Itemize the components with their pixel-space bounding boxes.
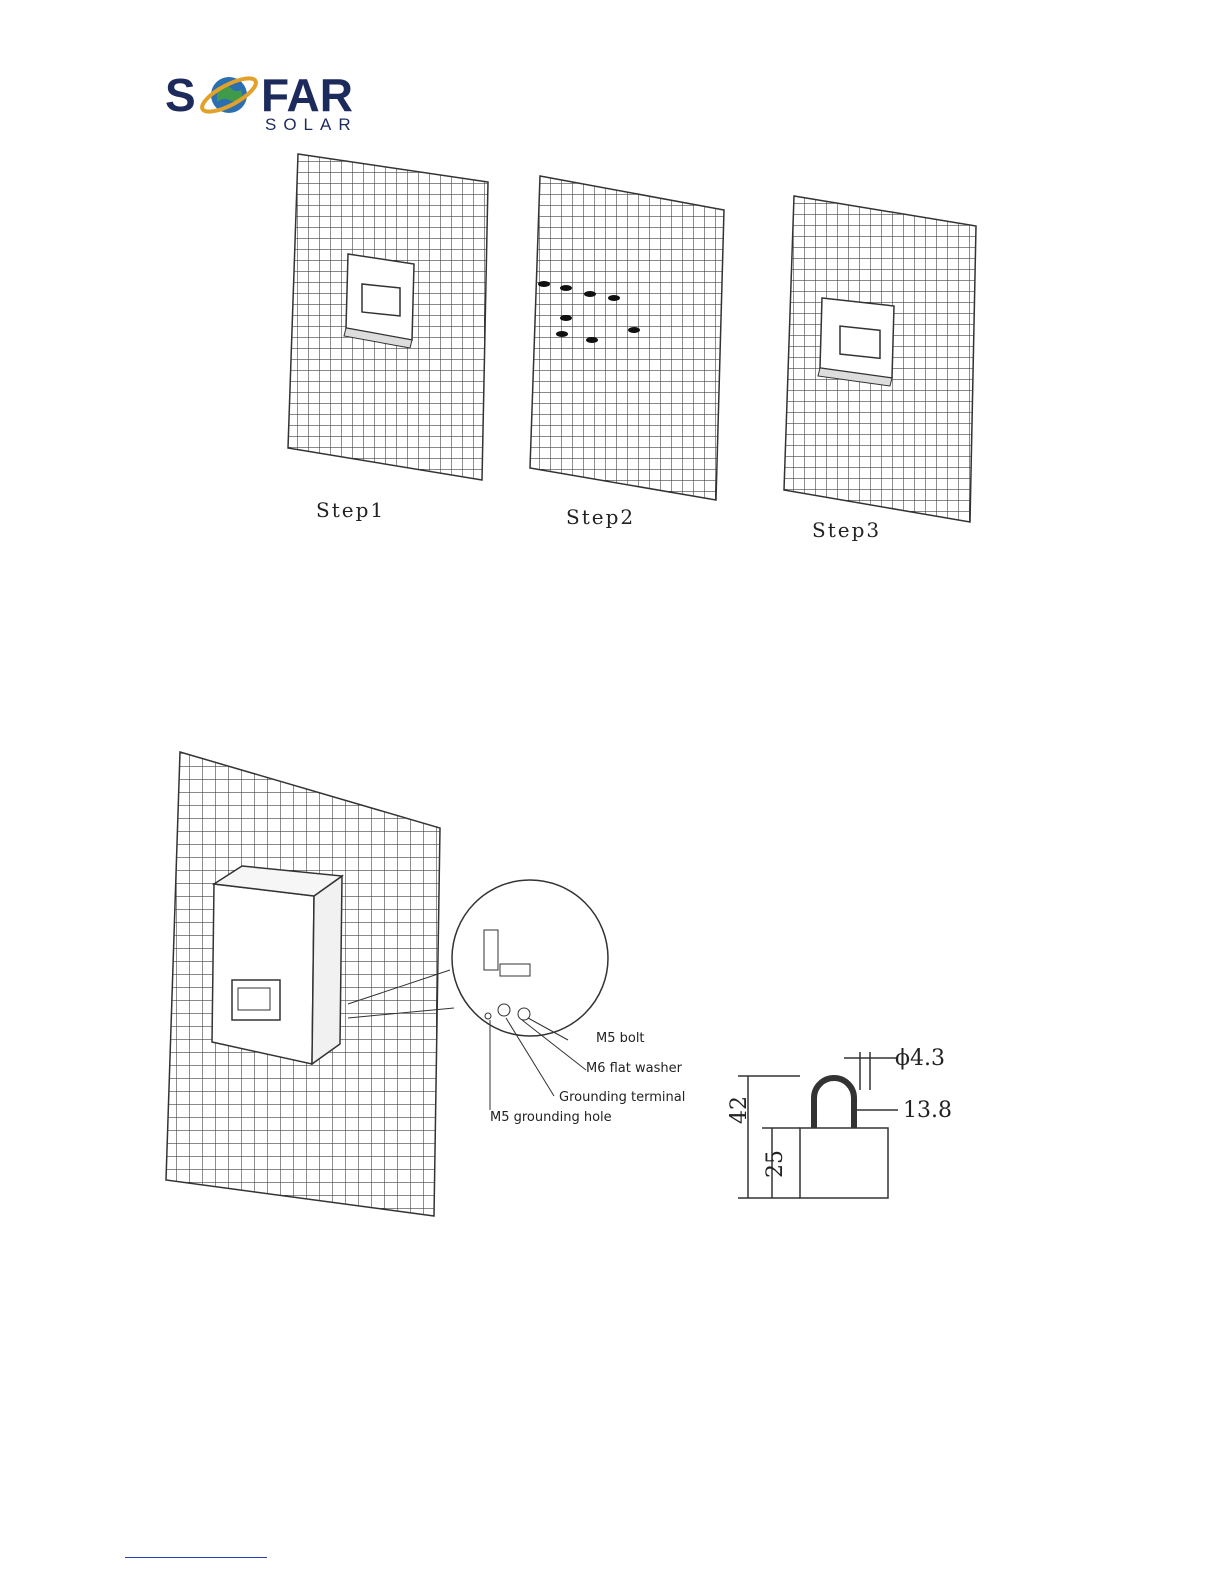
logo-subtitle: SOLAR bbox=[265, 115, 358, 134]
padlock-shackle-width-label: 13.8 bbox=[903, 1098, 952, 1123]
inverter-grounding-figure bbox=[150, 740, 710, 1220]
step1-wall-figure bbox=[286, 150, 492, 484]
mounted-bracket bbox=[818, 298, 894, 386]
step1-label: Step1 bbox=[316, 498, 386, 522]
step2-label: Step2 bbox=[566, 505, 636, 529]
globe-icon bbox=[198, 72, 260, 118]
callout-m5-grounding-hole: M5 grounding hole bbox=[490, 1110, 612, 1125]
logo-letter-s: S bbox=[165, 69, 196, 121]
footer-link-underline bbox=[125, 1557, 267, 1558]
step3-label: Step3 bbox=[812, 518, 882, 542]
padlock-total-height-label: 42 bbox=[727, 1096, 752, 1124]
step2-wall-figure bbox=[528, 172, 728, 502]
callout-m5-bolt: M5 bolt bbox=[596, 1031, 645, 1046]
padlock-diameter-label: ϕ4.3 bbox=[895, 1046, 945, 1071]
inverter-unit bbox=[212, 866, 342, 1064]
callout-grounding-terminal: Grounding terminal bbox=[559, 1090, 686, 1105]
logo-letters-far: FAR bbox=[261, 69, 353, 121]
padlock-dimension-figure bbox=[728, 1030, 988, 1220]
padlock-body-height-label: 25 bbox=[763, 1150, 788, 1178]
step3-wall-figure bbox=[782, 192, 980, 524]
callout-m6-flat-washer: M6 flat washer bbox=[586, 1061, 682, 1076]
sofar-solar-logo bbox=[165, 68, 405, 134]
mounting-bracket bbox=[344, 254, 414, 348]
